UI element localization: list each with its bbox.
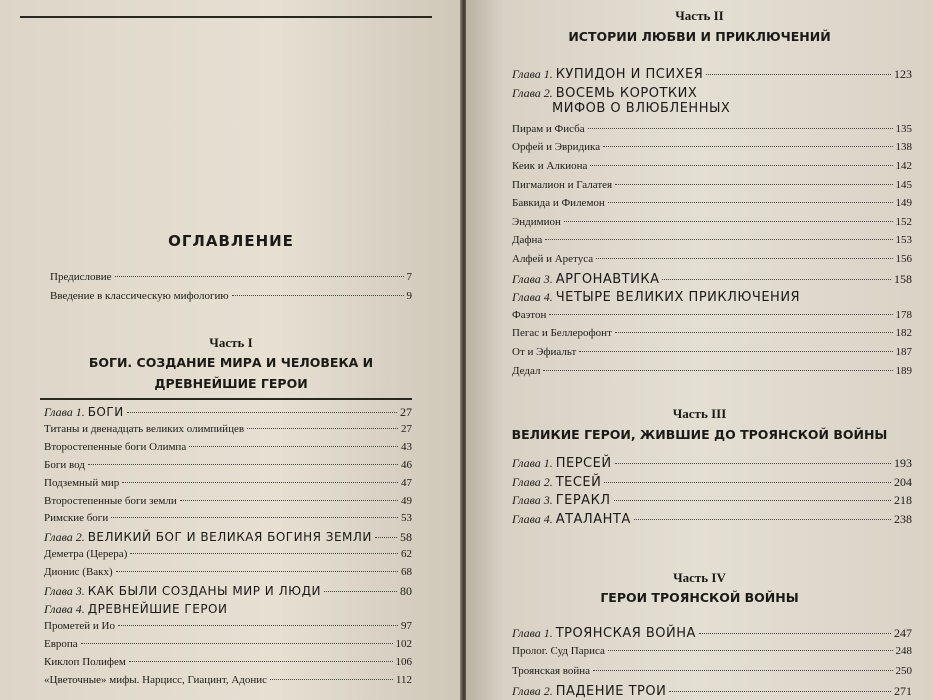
part-3-title: ВЕЛИКИЕ ГЕРОИ, ЖИВШИЕ ДО ТРОЯНСКОЙ ВОЙНЫ (511, 427, 888, 442)
right-page (466, 0, 933, 700)
entry-title: Бавкида и Филемон (512, 197, 605, 210)
toc-entry (512, 365, 912, 377)
toc-chapter-entry (44, 530, 412, 545)
chapter-title: КАК БЫЛИ СОЗДАНЫ МИР И ЛЮДИ (87, 584, 321, 598)
toc-entry-preface: Предисловие 7 (50, 271, 412, 283)
toc-entry (512, 346, 912, 358)
part-1-title-line1: БОГИ. СОЗДАНИЕ МИРА И ЧЕЛОВЕКА И (88, 355, 374, 370)
chapter-prefix: Глава 2. (512, 85, 553, 100)
chapter-title: КУПИДОН И ПСИХЕЯ (555, 67, 704, 82)
entry-title: Второстепенные боги земли (44, 494, 177, 507)
toc-entry (512, 123, 912, 135)
toc-entry (44, 495, 412, 507)
leader-dots (564, 221, 893, 222)
chapter-prefix: Глава 4. (44, 601, 85, 616)
toc-entry (44, 548, 412, 560)
chapter-prefix: Глава 3. (512, 271, 553, 286)
entry-title: Второстепенные боги Олимпа (44, 440, 187, 453)
leader-dots (81, 643, 393, 644)
entry-title: «Цветочные» мифы. Нарцисс, Гиацинт, Адонис (44, 673, 268, 686)
page-number: 271 (894, 684, 912, 699)
toc-chapter-entry (44, 584, 412, 599)
page-number: 193 (894, 456, 912, 470)
toc-entry (512, 665, 912, 677)
page-number: 250 (895, 664, 912, 677)
leader-dots (129, 661, 393, 662)
part-1-title-line2: ДРЕВНЕЙШИЕ ГЕРОИ (154, 376, 308, 391)
chapter-prefix: Глава 4. (512, 290, 553, 305)
page-number: 46 (401, 458, 412, 471)
toc-chapter-entry (44, 405, 412, 420)
toc-entry (44, 566, 412, 578)
page-number: 43 (401, 440, 412, 453)
toc-chapter-entry (512, 272, 912, 287)
toc-entry (44, 441, 412, 453)
toc-entry (44, 459, 412, 471)
leader-dots (604, 482, 891, 483)
leader-dots (706, 74, 891, 75)
page-number: 112 (395, 673, 412, 686)
toc-entry (44, 423, 412, 435)
leader-dots (180, 500, 398, 501)
chapter-title: ТЕСЕЙ (555, 474, 602, 490)
toc-entry (512, 179, 912, 191)
page-number: 248 (895, 645, 912, 658)
page-number: 152 (895, 215, 912, 228)
leader-dots (608, 650, 893, 651)
entry-title: Деметра (Церера) (44, 548, 128, 561)
leader-dots (189, 446, 398, 447)
page-number: 149 (895, 197, 912, 210)
page-number: 142 (895, 160, 912, 172)
chapter-prefix: Глава 1. (512, 626, 553, 640)
toc-entry-continuation: МИФОВ О ВЛЮБЛЕННЫХ (552, 101, 731, 117)
left-page (0, 0, 462, 700)
leader-dots (615, 463, 891, 464)
leader-dots (614, 500, 891, 501)
chapter-prefix: Глава 1. (512, 67, 553, 81)
page-number: 238 (894, 511, 912, 526)
entry-title: Римские боги (44, 512, 109, 525)
page-number: 247 (894, 626, 912, 640)
part-1-label: Часть I (209, 335, 253, 350)
toc-heading: ОГЛАВЛЕНИЕ (168, 232, 294, 250)
leader-dots (375, 537, 397, 538)
leader-dots (270, 679, 393, 680)
chapter-prefix: Глава 1. (512, 456, 553, 470)
entry-title: Пролог. Суд Париса (512, 645, 605, 658)
entry-title: Боги вод (44, 458, 85, 471)
toc-chapter-entry (512, 493, 912, 508)
top-rule (20, 16, 432, 18)
leader-dots (127, 412, 397, 413)
leader-dots (88, 464, 398, 465)
page-number: 49 (401, 494, 412, 507)
entry-title: Дедал (512, 364, 541, 377)
page-number: 153 (895, 234, 912, 247)
page-number: 187 (895, 346, 912, 358)
chapter-title: АРГОНАВТИКА (555, 271, 660, 287)
page-number: 53 (401, 512, 412, 525)
chapter-prefix: Глава 2. (512, 684, 553, 699)
entry-title: Подземный мир (44, 476, 120, 489)
leader-dots (549, 314, 892, 315)
toc-entry (44, 620, 412, 632)
leader-dots (116, 571, 398, 572)
leader-dots (662, 279, 891, 280)
leader-dots (634, 519, 891, 520)
toc-entry (44, 477, 412, 489)
chapter-title: ПАДЕНИЕ ТРОИ (555, 684, 667, 700)
entry-title: Алфей и Аретуса (512, 253, 594, 265)
chapter-prefix: Глава 2. (512, 474, 553, 489)
page-number: 27 (401, 422, 412, 435)
chapter-prefix: Глава 2. (44, 530, 85, 545)
page-number: 135 (895, 122, 912, 135)
leader-dots (130, 553, 398, 554)
part-4-label: Часть IV (673, 570, 726, 585)
toc-chapter-entry (512, 475, 912, 490)
toc-entry (44, 656, 412, 668)
chapter-title: ГЕРАКЛ (555, 493, 611, 509)
chapter-title: ТРОЯНСКАЯ ВОЙНА (555, 626, 696, 641)
entry-title: Европа (44, 637, 78, 650)
entry-title: Фаэтон (512, 308, 547, 321)
toc-entry (512, 197, 912, 209)
toc-entry (44, 512, 412, 524)
leader-dots (122, 482, 398, 483)
page-number: 189 (895, 364, 912, 377)
entry-title: Кеик и Алкиона (512, 160, 588, 172)
entry-title: Дионис (Вакх) (44, 566, 113, 579)
leader-dots (593, 670, 892, 671)
page-number: 182 (895, 327, 912, 340)
page-number: 156 (895, 253, 912, 265)
leader-dots (324, 591, 397, 592)
toc-entry (512, 309, 912, 321)
leader-dots (590, 165, 892, 166)
entry-title: Пегас и Беллерофонт (512, 327, 612, 340)
entry-title: Киклоп Полифем (44, 655, 126, 668)
leader-dots (669, 691, 891, 692)
chapter-title: ВЕЛИКИЙ БОГ И ВЕЛИКАЯ БОГИНЯ ЗЕМЛИ (87, 530, 372, 545)
entry-title: Троянская война (512, 664, 591, 677)
entry-title: Эндимион (512, 215, 561, 228)
toc-chapter-entry (512, 626, 912, 641)
entry-title: Дафна (512, 234, 543, 247)
page-number: 178 (895, 308, 912, 321)
page-number: 158 (894, 271, 912, 286)
entry-title: Орфей и Эвридика (512, 141, 601, 154)
toc-entry (512, 645, 912, 657)
leader-dots (596, 258, 892, 259)
part-2-label: Часть II (675, 8, 724, 23)
toc-entry (512, 216, 912, 228)
leader-dots (118, 625, 398, 626)
chapter-title: ВОСЕМЬ КОРОТКИХ (555, 85, 698, 101)
entry-title: Титаны и двенадцать великих олимпийцев (44, 422, 245, 435)
toc-entry (44, 638, 412, 650)
toc-entry (512, 327, 912, 339)
page-number: 97 (401, 619, 412, 632)
page-number: 68 (401, 566, 412, 579)
leader-dots (111, 517, 398, 518)
leader-dots (699, 633, 891, 634)
entry-title: От и Эфиальт (512, 346, 577, 358)
page-number: 204 (894, 474, 912, 489)
toc-chapter-entry (512, 456, 912, 471)
toc-entry-intro: Введение в классическую мифологию 9 (50, 290, 412, 302)
leader-dots (579, 351, 892, 352)
leader-dots (543, 370, 892, 371)
toc-chapter-entry (512, 684, 912, 699)
leader-dots (608, 202, 893, 203)
entry-title: Пигмалион и Галатея (512, 178, 613, 191)
toc-chapter-entry (512, 67, 912, 82)
page-number: 58 (400, 530, 412, 545)
chapter-title: ПЕРСЕЙ (555, 456, 612, 471)
toc-entry (512, 234, 912, 246)
toc-entry (512, 141, 912, 153)
part-4-title: ГЕРОИ ТРОЯНСКОЙ ВОЙНЫ (600, 590, 799, 605)
leader-dots (615, 332, 893, 333)
page-number: 62 (401, 548, 412, 561)
toc-entry (512, 160, 912, 172)
chapter-prefix: Глава 1. (44, 405, 85, 419)
page-number: 102 (395, 637, 412, 650)
leader-dots (615, 184, 892, 185)
toc-chapter-entry (512, 512, 912, 527)
toc-entry (44, 674, 412, 686)
page-number: 106 (395, 655, 412, 668)
page-number: 47 (401, 476, 412, 489)
page-number: 27 (400, 405, 412, 419)
toc-entry (512, 253, 912, 265)
leader-dots (588, 128, 893, 129)
page-number: 218 (894, 493, 912, 508)
page-number: 138 (895, 141, 912, 154)
toc-chapter-entry (512, 86, 912, 101)
page-number: 145 (895, 178, 912, 191)
chapter-prefix: Глава 3. (44, 584, 85, 598)
toc-chapter-entry (512, 290, 912, 305)
part-2-title: ИСТОРИИ ЛЮБВИ И ПРИКЛЮЧЕНИЙ (568, 29, 831, 44)
leader-dots (603, 146, 892, 147)
entry-title: Пирам и Фисба (512, 122, 585, 135)
chapter-title: ДРЕВНЕЙШИЕ ГЕРОИ (87, 601, 228, 616)
chapter-title: АТАЛАНТА (555, 511, 631, 527)
toc-chapter-entry (44, 602, 412, 617)
chapter-prefix: Глава 3. (512, 493, 553, 508)
chapter-title: ЧЕТЫРЕ ВЕЛИКИХ ПРИКЛЮЧЕНИЯ (555, 290, 801, 306)
chapter-prefix: Глава 4. (512, 511, 553, 526)
entry-title: Прометей и Ио (44, 619, 115, 632)
part-3-label: Часть III (672, 406, 727, 421)
page-number: 80 (400, 584, 412, 598)
leader-dots (247, 428, 398, 429)
part-1-rule (40, 398, 412, 400)
leader-dots (545, 239, 892, 240)
page-number: 123 (894, 67, 912, 81)
chapter-title: БОГИ (87, 405, 124, 419)
